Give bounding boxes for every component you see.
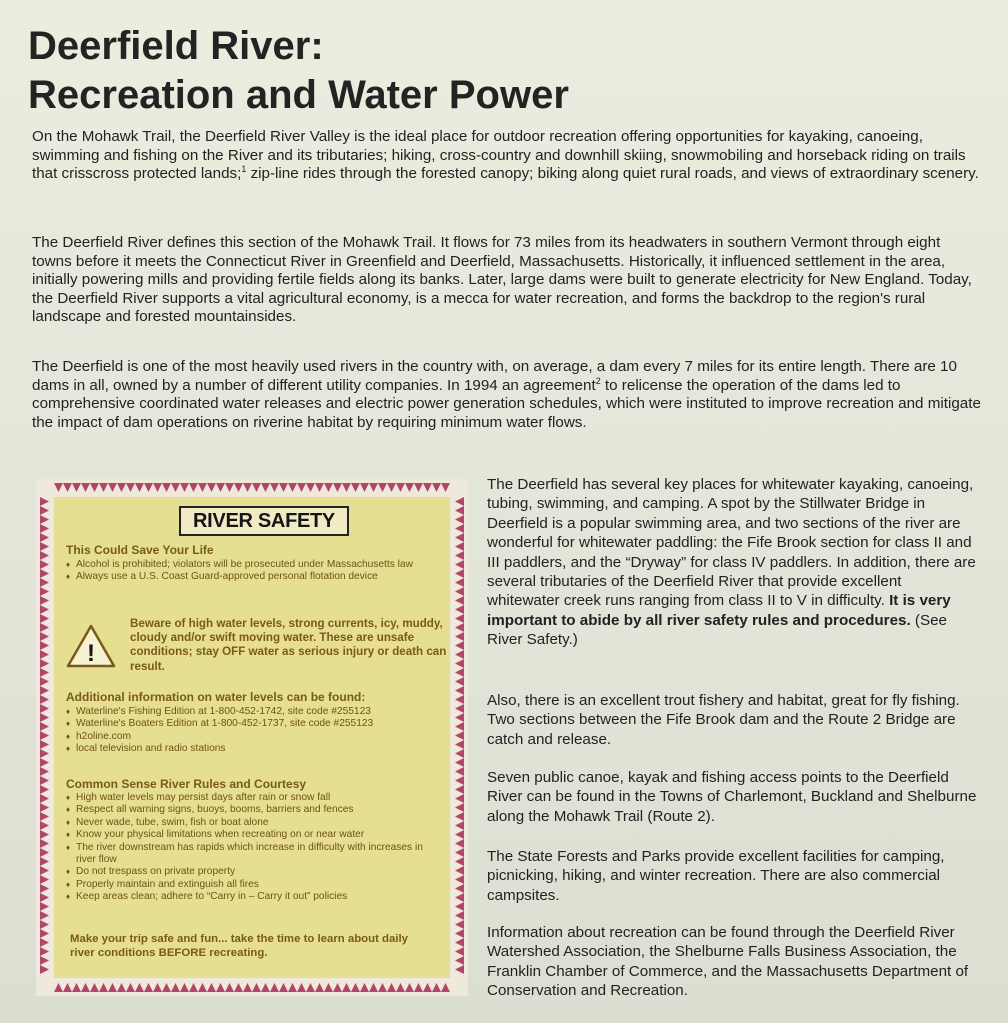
border-triangle <box>455 497 464 506</box>
border-triangle <box>455 632 464 641</box>
border-triangle <box>40 632 49 641</box>
intro-paragraph-1 <box>32 128 982 184</box>
border-triangle <box>40 695 49 704</box>
list-item: ♦ local television and radio stations <box>66 743 446 755</box>
border-triangle <box>360 483 369 492</box>
list-item: ♦ Always use a U.S. Coast Guard-approved personal flotation device <box>66 571 436 583</box>
border-triangle <box>455 614 464 623</box>
warning-text: Beware of high water levels, strong currents, icy, muddy, cloudy and/or swift moving water. These are unsafe conditions; stay OFF water as serious injury or death can result. <box>130 617 447 673</box>
border-triangle <box>40 857 49 866</box>
list-item: ♦ High water levels may persist days after rain or snow fall <box>66 792 426 804</box>
border-triangle <box>455 578 464 587</box>
intro-paragraph-3-text: The Deerfield is one of the most heavily used rivers in the country with, on average, a dam every 7 miles for its entire length. There are 10 dams in all, owned by a number of different utility companies. In 1994 an agreement <box>32 358 957 394</box>
border-triangle <box>455 713 464 722</box>
list-item: ♦ Respect all warning signs, buoys, booms, barriers and fences <box>66 804 426 816</box>
border-triangle <box>455 551 464 560</box>
border-triangle <box>270 483 279 492</box>
border-triangle <box>40 650 49 659</box>
border-triangle <box>40 839 49 848</box>
border-triangle <box>144 483 153 492</box>
border-triangle <box>252 983 261 992</box>
border-triangle <box>261 983 270 992</box>
border-triangle <box>40 506 49 515</box>
border-triangle <box>455 839 464 848</box>
border-triangle <box>315 983 324 992</box>
border-triangle <box>455 893 464 902</box>
list-item: ♦ Keep areas clean; adhere to “Carry in – Carry it out” policies <box>66 891 426 903</box>
border-triangle <box>297 483 306 492</box>
border-triangle <box>198 483 207 492</box>
list-item: ♦ Alcohol is prohibited; violators will be prosecuted under Massachusetts law <box>66 559 436 571</box>
border-triangle <box>40 677 49 686</box>
list-item: ♦ The river downstream has rapids which increase in difficulty with increases in river flow <box>66 842 426 867</box>
border-triangle <box>40 884 49 893</box>
border-triangle <box>40 524 49 533</box>
border-triangle <box>279 983 288 992</box>
border-triangle <box>455 740 464 749</box>
border-triangle <box>81 483 90 492</box>
border-triangle <box>40 713 49 722</box>
border-triangle <box>441 983 450 992</box>
border-triangle <box>441 483 450 492</box>
border-triangle <box>40 866 49 875</box>
border-triangle <box>40 587 49 596</box>
border-triangle <box>189 483 198 492</box>
border-triangle <box>396 483 405 492</box>
border-triangle <box>455 956 464 965</box>
border-triangle <box>54 483 63 492</box>
border-triangle <box>40 875 49 884</box>
border-triangle <box>40 740 49 749</box>
border-triangle <box>63 483 72 492</box>
list-item: ♦ Waterline's Boaters Edition at 1-800-452-1737, site code #255123 <box>66 718 446 730</box>
border-triangle <box>40 920 49 929</box>
border-triangle <box>40 623 49 632</box>
border-triangle <box>40 668 49 677</box>
border-triangle <box>405 483 414 492</box>
border-triangle <box>333 983 342 992</box>
border-triangle <box>270 983 279 992</box>
border-triangle <box>414 483 423 492</box>
list-item: ♦ Waterline's Fishing Edition at 1-800-452-1742, site code #255123 <box>66 706 446 718</box>
border-triangle <box>455 866 464 875</box>
border-triangle <box>432 483 441 492</box>
border-triangle <box>216 483 225 492</box>
border-triangle <box>455 524 464 533</box>
border-triangle <box>40 497 49 506</box>
border-triangle <box>455 920 464 929</box>
border-triangle <box>455 767 464 776</box>
border-triangle <box>315 483 324 492</box>
border-triangle <box>279 483 288 492</box>
border-triangle <box>306 483 315 492</box>
rules-list <box>66 792 426 904</box>
border-triangle <box>99 483 108 492</box>
border-triangle <box>40 596 49 605</box>
border-triangle <box>455 902 464 911</box>
border-triangle <box>40 569 49 578</box>
border-triangle <box>40 785 49 794</box>
border-triangle <box>333 483 342 492</box>
border-triangle <box>180 483 189 492</box>
list-item: ♦ Do not trespass on private property <box>66 866 426 878</box>
border-triangle <box>455 704 464 713</box>
footnote-ref-1: 1 <box>241 164 247 175</box>
border-triangle <box>455 515 464 524</box>
border-triangle <box>234 983 243 992</box>
border-triangle <box>40 614 49 623</box>
border-triangle <box>40 551 49 560</box>
border-triangle <box>99 983 108 992</box>
border-triangle <box>40 749 49 758</box>
right-paragraph-4: The State Forests and Parks provide excellent facilities for camping, picnicking, hiking, and winter recreation. There are also commercial campsites. <box>487 848 945 904</box>
border-triangle <box>455 623 464 632</box>
right-paragraph-1-end: (See River Safety.) <box>487 611 947 649</box>
border-triangle <box>171 983 180 992</box>
border-triangle <box>455 938 464 947</box>
border-triangle <box>423 483 432 492</box>
save-life-list <box>66 559 436 584</box>
border-triangle <box>455 668 464 677</box>
save-life-heading: This Could Save Your Life <box>66 543 214 557</box>
border-triangle <box>455 884 464 893</box>
border-triangle <box>40 794 49 803</box>
border-triangle <box>324 983 333 992</box>
border-triangle <box>342 483 351 492</box>
border-triangle <box>108 983 117 992</box>
border-triangle <box>351 983 360 992</box>
border-triangle <box>455 731 464 740</box>
border-triangle <box>40 731 49 740</box>
border-triangle <box>306 983 315 992</box>
right-paragraph-1-bold: It is very important to abide by all river safety rules and procedures. <box>487 592 951 629</box>
border-triangle <box>40 686 49 695</box>
border-triangle <box>414 983 423 992</box>
title-line-2: Recreation and Water Power <box>28 73 569 117</box>
border-triangle <box>40 848 49 857</box>
border-triangle <box>455 857 464 866</box>
list-item: ♦ Never wade, tube, swim, fish or boat alone <box>66 817 426 829</box>
border-triangle <box>135 983 144 992</box>
border-triangle <box>40 722 49 731</box>
border-triangle <box>378 983 387 992</box>
border-triangle <box>396 983 405 992</box>
border-triangle <box>455 875 464 884</box>
border-triangle <box>117 483 126 492</box>
border-triangle <box>40 767 49 776</box>
intro-paragraph-2: The Deerfield River defines this section of the Mohawk Trail. It flows for 73 miles from its headwaters in southern Vermont through eight towns before it meets the Connecticut River in Greenfield and Deerfield, Massachusetts. Historically, it influenced settlement in the area, initially powering mills and providing fertile fields along its banks. Later, large dams were built to generate electricity for New England. Today, the Deerfield River supports a vital agricultural economy, is a mecca for water recreation, and forms the backdrop to the region's rural landscape and forested mountainsides. <box>32 234 972 326</box>
border-triangle <box>72 983 81 992</box>
right-paragraph-5: Information about recreation can be found through the Deerfield River Watershed Association, the Shelburne Falls Business Association, the Franklin Chamber of Commerce, and the Massachusetts Department of Conservation and Recreation. <box>487 924 969 1000</box>
rules-heading: Common Sense River Rules and Courtesy <box>66 777 307 791</box>
info-heading: Additional information on water levels can be found: <box>66 690 366 704</box>
border-triangle <box>455 749 464 758</box>
border-triangle <box>40 515 49 524</box>
border-triangle <box>455 794 464 803</box>
border-triangle <box>126 483 135 492</box>
border-triangle <box>455 542 464 551</box>
list-item: ♦ h2oline.com <box>66 731 446 743</box>
page-title <box>28 22 988 120</box>
border-triangle <box>252 483 261 492</box>
border-triangle <box>455 947 464 956</box>
border-triangle <box>455 596 464 605</box>
border-triangle <box>144 983 153 992</box>
border-triangle <box>40 830 49 839</box>
border-triangle <box>40 704 49 713</box>
border-triangle <box>455 533 464 542</box>
border-triangle <box>455 965 464 974</box>
list-item: ♦ Know your physical limitations when recreating on or near water <box>66 829 426 841</box>
border-triangle <box>342 983 351 992</box>
border-triangle <box>405 983 414 992</box>
border-triangle <box>455 695 464 704</box>
border-triangle <box>455 785 464 794</box>
border-triangle <box>455 605 464 614</box>
border-triangle <box>455 929 464 938</box>
border-triangle <box>455 848 464 857</box>
border-triangle <box>455 776 464 785</box>
border-triangle <box>207 483 216 492</box>
border-triangle <box>162 983 171 992</box>
border-triangle <box>40 803 49 812</box>
border-triangle <box>135 483 144 492</box>
border-triangle <box>198 983 207 992</box>
border-triangle <box>162 483 171 492</box>
border-triangle <box>40 758 49 767</box>
border-triangle <box>455 677 464 686</box>
border-triangle <box>455 587 464 596</box>
border-triangle <box>40 533 49 542</box>
list-item: ♦ Properly maintain and extinguish all fires <box>66 879 426 891</box>
border-triangle <box>455 830 464 839</box>
border-triangle <box>455 569 464 578</box>
border-triangle <box>369 983 378 992</box>
border-triangle <box>40 776 49 785</box>
border-triangle <box>54 983 63 992</box>
river-safety-panel <box>36 479 468 996</box>
border-triangle <box>81 983 90 992</box>
border-triangle <box>455 506 464 515</box>
border-triangle <box>117 983 126 992</box>
border-triangle <box>455 722 464 731</box>
border-triangle <box>40 938 49 947</box>
border-triangle <box>455 758 464 767</box>
border-triangle <box>40 947 49 956</box>
border-triangle <box>40 821 49 830</box>
border-triangle <box>351 483 360 492</box>
border-triangle <box>126 983 135 992</box>
right-paragraph-2: Also, there is an excellent trout fishery and habitat, great for fly fishing. Two sections between the Fife Brook dam and the Route 2 Bridge are catch and release. <box>487 692 960 748</box>
border-triangle <box>180 983 189 992</box>
border-triangle <box>40 812 49 821</box>
border-triangle <box>40 641 49 650</box>
border-triangle <box>225 983 234 992</box>
border-triangle <box>455 659 464 668</box>
border-triangle <box>72 483 81 492</box>
river-safety-title: RIVER SAFETY <box>179 506 349 536</box>
border-triangle <box>288 983 297 992</box>
border-triangle <box>63 983 72 992</box>
warning-glyph: ! <box>87 640 95 667</box>
border-triangle <box>153 983 162 992</box>
border-triangle <box>387 983 396 992</box>
border-triangle <box>455 803 464 812</box>
right-paragraph-3: Seven public canoe, kayak and fishing access points to the Deerfield River can be found in the Towns of Charlemont, Buckland and Shelburne along the Mohawk Trail (Route 2). <box>487 769 977 825</box>
border-triangle <box>288 483 297 492</box>
border-triangle <box>455 650 464 659</box>
border-triangle <box>108 483 117 492</box>
border-triangle <box>360 983 369 992</box>
border-triangle <box>455 911 464 920</box>
border-triangle <box>189 983 198 992</box>
border-triangle <box>90 483 99 492</box>
warning-triangle-icon <box>66 624 116 668</box>
intro-paragraph-3-text-cont: to relicense the operation of the dams led to comprehensive coordinated water releases and electric power generation schedules, which were instituted to improve recreation and mitigate the impact of dam operations on riverine habitat by requiring minimum water flows. <box>32 376 981 431</box>
border-triangle <box>40 659 49 668</box>
border-triangle <box>243 483 252 492</box>
border-triangle <box>387 483 396 492</box>
border-triangle <box>216 983 225 992</box>
border-triangle <box>455 812 464 821</box>
border-triangle <box>378 483 387 492</box>
border-triangle <box>40 560 49 569</box>
border-triangle <box>225 483 234 492</box>
safety-footer: Make your trip safe and fun... take the time to learn about daily river conditions BEFORE recreating. <box>70 933 408 959</box>
border-triangle <box>423 983 432 992</box>
border-triangle <box>369 483 378 492</box>
border-triangle <box>40 902 49 911</box>
border-triangle <box>40 911 49 920</box>
info-list <box>66 706 446 756</box>
border-triangle <box>324 483 333 492</box>
right-paragraph-1-text: The Deerfield has several key places for whitewater kayaking, canoeing, tubing, swimming, and camping. A spot by the Stillwater Bridge in Deerfield is a popular swimming area, and two sections of the river are wonderful for whitewater paddling: the Fife Brook section for class II and III paddlers, and the “Dryway” for class IV paddlers. In addition, there are several tributaries of the Deerfield River that provide excellent whitewater creek runs ranging from class II to V in difficulty. <box>487 476 976 610</box>
border-triangle <box>234 483 243 492</box>
border-triangle <box>40 956 49 965</box>
border-triangle <box>40 605 49 614</box>
border-triangle <box>153 483 162 492</box>
intro-paragraph-1-text-cont: zip-line rides through the forested canopy; biking along quiet rural roads, and views of extraordinary scenery. <box>246 165 979 183</box>
border-triangle <box>40 893 49 902</box>
border-triangle <box>261 483 270 492</box>
border-triangle <box>90 983 99 992</box>
footnote-ref-2: 2 <box>595 375 601 386</box>
right-paragraph-1 <box>487 475 977 650</box>
intro-paragraph-3 <box>32 358 982 432</box>
border-triangle <box>40 929 49 938</box>
border-triangle <box>243 983 252 992</box>
border-triangle <box>40 542 49 551</box>
border-triangle <box>455 821 464 830</box>
border-triangle <box>432 983 441 992</box>
border-triangle <box>455 641 464 650</box>
border-triangle <box>40 578 49 587</box>
border-triangle <box>455 686 464 695</box>
intro-paragraph-1-text: On the Mohawk Trail, the Deerfield River Valley is the ideal place for outdoor recreation offering opportunities for kayaking, canoeing, swimming and fishing on the River and its tributaries; hiking, cross-country and downhill skiing, snowmobiling and horseback riding on trails that crisscross protected lands; <box>32 128 966 183</box>
border-triangle <box>40 965 49 974</box>
border-triangle <box>207 983 216 992</box>
border-triangle <box>171 483 180 492</box>
border-triangle <box>455 560 464 569</box>
border-triangle <box>297 983 306 992</box>
title-line-1: Deerfield River: <box>28 24 324 68</box>
